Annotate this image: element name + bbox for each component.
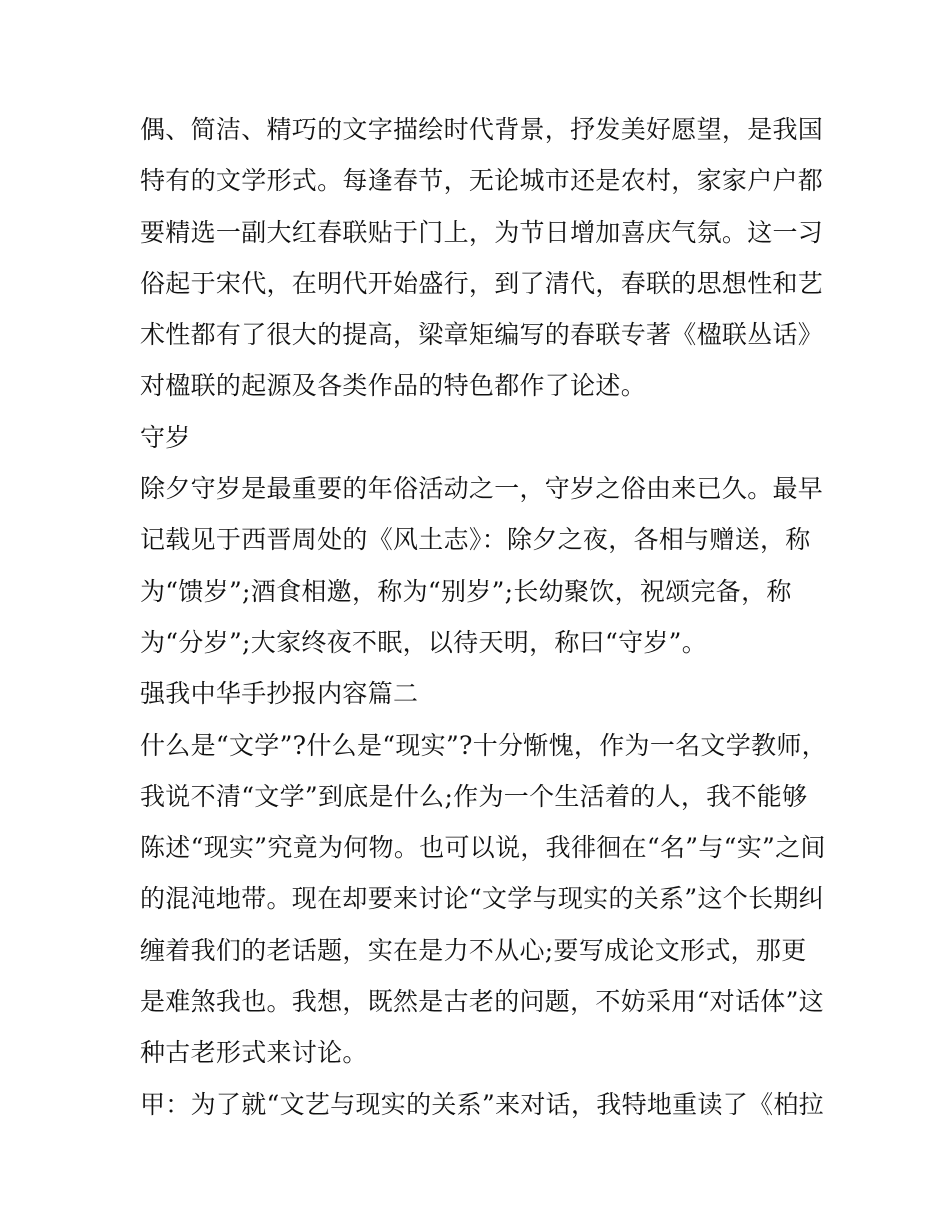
paragraph-line: 陈述“现实”究竟为何物。也可以说，我徘徊在“名”与“实”之间	[140, 833, 826, 863]
paragraph-line: 要精选一副大红春联贴于门上，为节日增加喜庆气氛。这一习	[140, 217, 824, 247]
paragraph-line: 除夕守岁是最重要的年俗活动之一，守岁之俗由来已久。最早	[140, 474, 824, 504]
paragraph-line: 我说不清“文学”到底是什么;作为一个生活着的人，我不能够	[140, 781, 808, 811]
paragraph-line: 什么是“文学”?什么是“现实”?十分惭愧，作为一名文学教师，	[140, 730, 827, 760]
section-heading: 守岁	[140, 422, 191, 452]
paragraph-line: 缠着我们的老话题，实在是力不从心;要写成论文形式，那更	[140, 935, 807, 965]
paragraph-line: 偶、简洁、精巧的文字描绘时代背景，抒发美好愿望，是我国	[140, 115, 824, 144]
document-body	[140, 104, 827, 1130]
paragraph-line: 记载见于西晋周处的《风土志》：除夕之夜，各相与赠送，称	[140, 525, 811, 555]
paragraph-line: 是难煞我也。我想，既然是古老的问题，不妨采用“对话体”这	[140, 987, 824, 1017]
paragraph-line: 为“分岁”;大家终夜不眠，以待天明，称曰“守岁”。	[140, 627, 708, 657]
paragraph-line: 的混沌地带。现在却要来讨论“文学与现实的关系”这个长期纠	[140, 884, 824, 914]
paragraph-line: 为“馈岁”;酒食相邀，称为“别岁”;长幼聚饮，祝颂完备，称	[140, 576, 792, 606]
paragraph-line: 俗起于宋代，在明代开始盛行，到了清代，春联的思想性和艺	[140, 268, 824, 298]
paragraph-line: 种古老形式来讨论。	[140, 1038, 368, 1068]
section-heading: 强我中华手抄报内容篇二	[140, 679, 419, 709]
paragraph-line: 甲：为了就“文艺与现实的关系”来对话，我特地重读了《柏拉	[140, 1089, 824, 1119]
paragraph-line: 特有的文学形式。每逢春节，无论城市还是农村，家家户户都	[140, 166, 824, 196]
paragraph-line: 术性都有了很大的提高，梁章矩编写的春联专著《楹联丛话》	[140, 320, 824, 350]
paragraph-line: 对楹联的起源及各类作品的特色都作了论述。	[140, 371, 647, 401]
